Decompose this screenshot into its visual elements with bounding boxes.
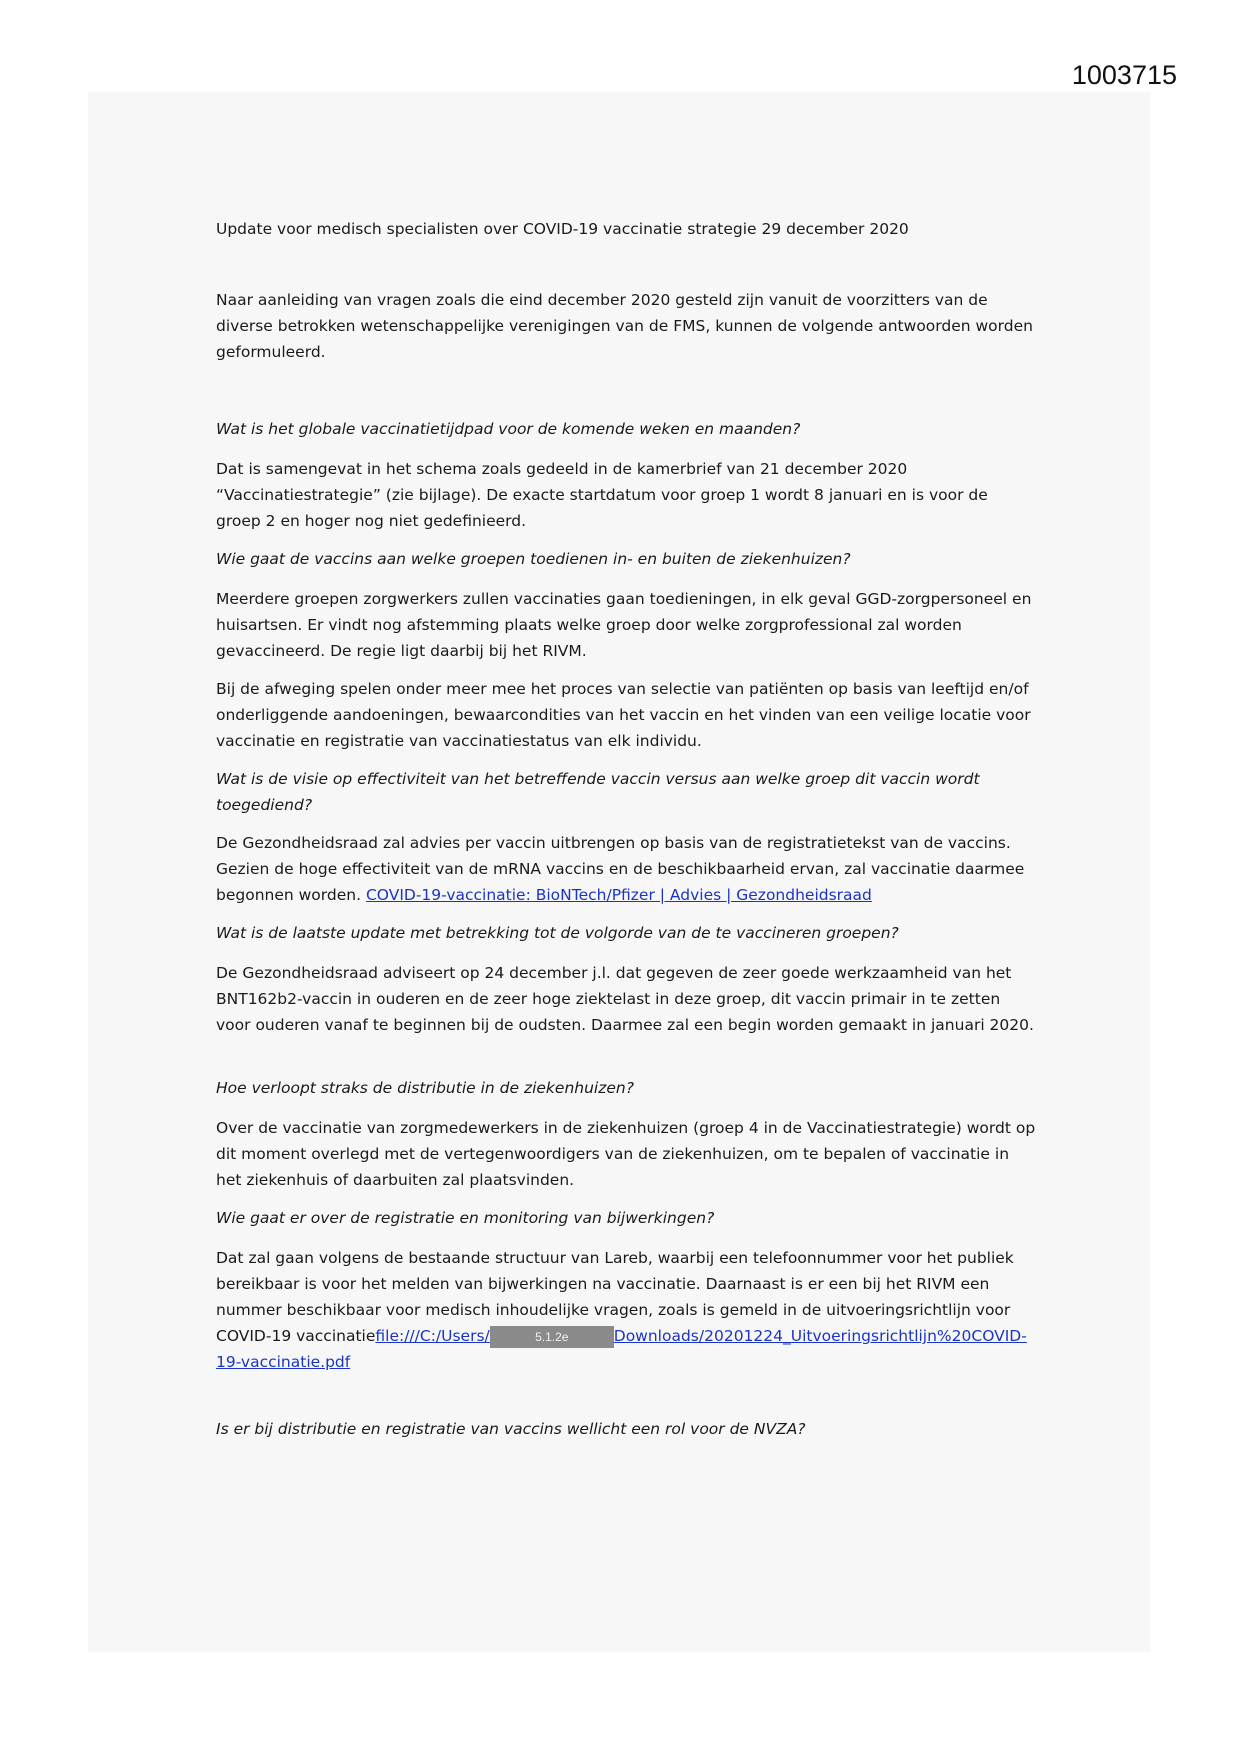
answer-5: Over de vaccinatie van zorgmedewerkers in de ziekenhuizen (groep 4 in de Vaccinatiestrategie) wordt op dit moment overlegd met de vertegenwoordigers van de ziekenhuizen, om te bepalen of vaccinatie in het ziekenhuis of daarbuiten zal plaatsvinden. <box>216 1119 1036 1189</box>
question-1: Wat is het globale vaccinatietijdpad voor de komende weken en maanden? <box>216 420 801 438</box>
question-7: Is er bij distributie en registratie van vaccins wellicht een rol voor de NVZA? <box>216 1420 806 1438</box>
document-number: 1003715 <box>1071 60 1177 90</box>
answer-3 <box>216 830 1036 908</box>
answer-1: Dat is samengevat in het schema zoals gedeeld in de kamerbrief van 21 december 2020 “Vaccinatiestrategie” (zie bijlage). De exacte startdatum voor groep 1 wordt 8 januari en is voor de groep 2 en hoger nog niet gedefinieerd. <box>216 460 988 530</box>
answer-4: De Gezondheidsraad adviseert op 24 december j.l. dat gegeven de zeer goede werkzaamheid van het BNT162b2-vaccin in ouderen en de zeer hoge ziektelast in deze groep, dit vaccin primair in te zetten voor ouderen vanaf te beginnen bij de oudsten. Daarmee zal een begin worden gemaakt in januari 2020. <box>216 964 1034 1034</box>
question-2: Wie gaat de vaccins aan welke groepen toedienen in- en buiten de ziekenhuizen? <box>216 550 851 568</box>
answer-2b: Bij de afweging spelen onder meer mee het proces van selectie van patiënten op basis van leeftijd en/of onderliggende aandoeningen, bewaarcondities van het vaccin en het vinden van een veilige locatie voor vaccinatie en registratie van vaccinatiestatus van elk individu. <box>216 680 1031 750</box>
question-4: Wat is de laatste update met betrekking tot de volgorde van de te vaccineren groepen? <box>216 924 899 942</box>
answer-6 <box>216 1245 1036 1375</box>
answer-3-text: De Gezondheidsraad zal advies per vaccin uitbrengen op basis van de registratietekst van de vaccins. Gezien de hoge effectiviteit van de mRNA vaccins en de beschikbaarheid ervan, zal vaccinatie daarmee begonnen worden. <box>216 834 1025 904</box>
document-title: Update voor medisch specialisten over COVID-19 vaccinatie strategie 29 december 2020 <box>216 220 909 238</box>
file-link-end: Downloads/20201224_Uitvoeringsrichtlijn%20COVID-19-vaccinatie.pdf <box>216 1327 1027 1371</box>
file-link-start: file:///C:/Users/ <box>375 1327 490 1345</box>
answer-6-text: Dat zal gaan volgens de bestaande structuur van Lareb, waarbij een telefoonnummer voor het publiek bereikbaar is voor het melden van bijwerkingen na vaccinatie. Daarnaast is er een bij het RIVM een nummer beschikbaar voor medisch inhoudelijke vragen, zoals is gemeld in de uitvoeringsrichtlijn voor COVID-19 vaccinatie <box>216 1249 1014 1345</box>
question-6: Wie gaat er over de registratie en monitoring van bijwerkingen? <box>216 1209 715 1227</box>
question-3: Wat is de visie op effectiviteit van het betreffende vaccin versus aan welke groep dit vaccin wordt toegediend? <box>216 770 980 814</box>
question-5: Hoe verloopt straks de distributie in de ziekenhuizen? <box>216 1079 634 1097</box>
gezondheidsraad-advice-link[interactable]: COVID-19-vaccinatie: BioNTech/Pfizer | Advies | Gezondheidsraad <box>365 886 872 904</box>
redaction-box: 5.1.2e <box>490 1326 614 1348</box>
answer-2a: Meerdere groepen zorgwerkers zullen vaccinaties gaan toedieningen, in elk geval GGD-zorgpersoneel en huisartsen. Er vindt nog afstemming plaats welke groep door welke zorgprofessional zal worden gevaccineerd. De regie ligt daarbij bij het RIVM. <box>216 590 1032 660</box>
intro-paragraph: Naar aanleiding van vragen zoals die eind december 2020 gesteld zijn vanuit de voorzitters van de diverse betrokken wetenschappelijke verenigingen van de FMS, kunnen de volgende antwoorden worden geformuleerd. <box>216 291 1033 361</box>
